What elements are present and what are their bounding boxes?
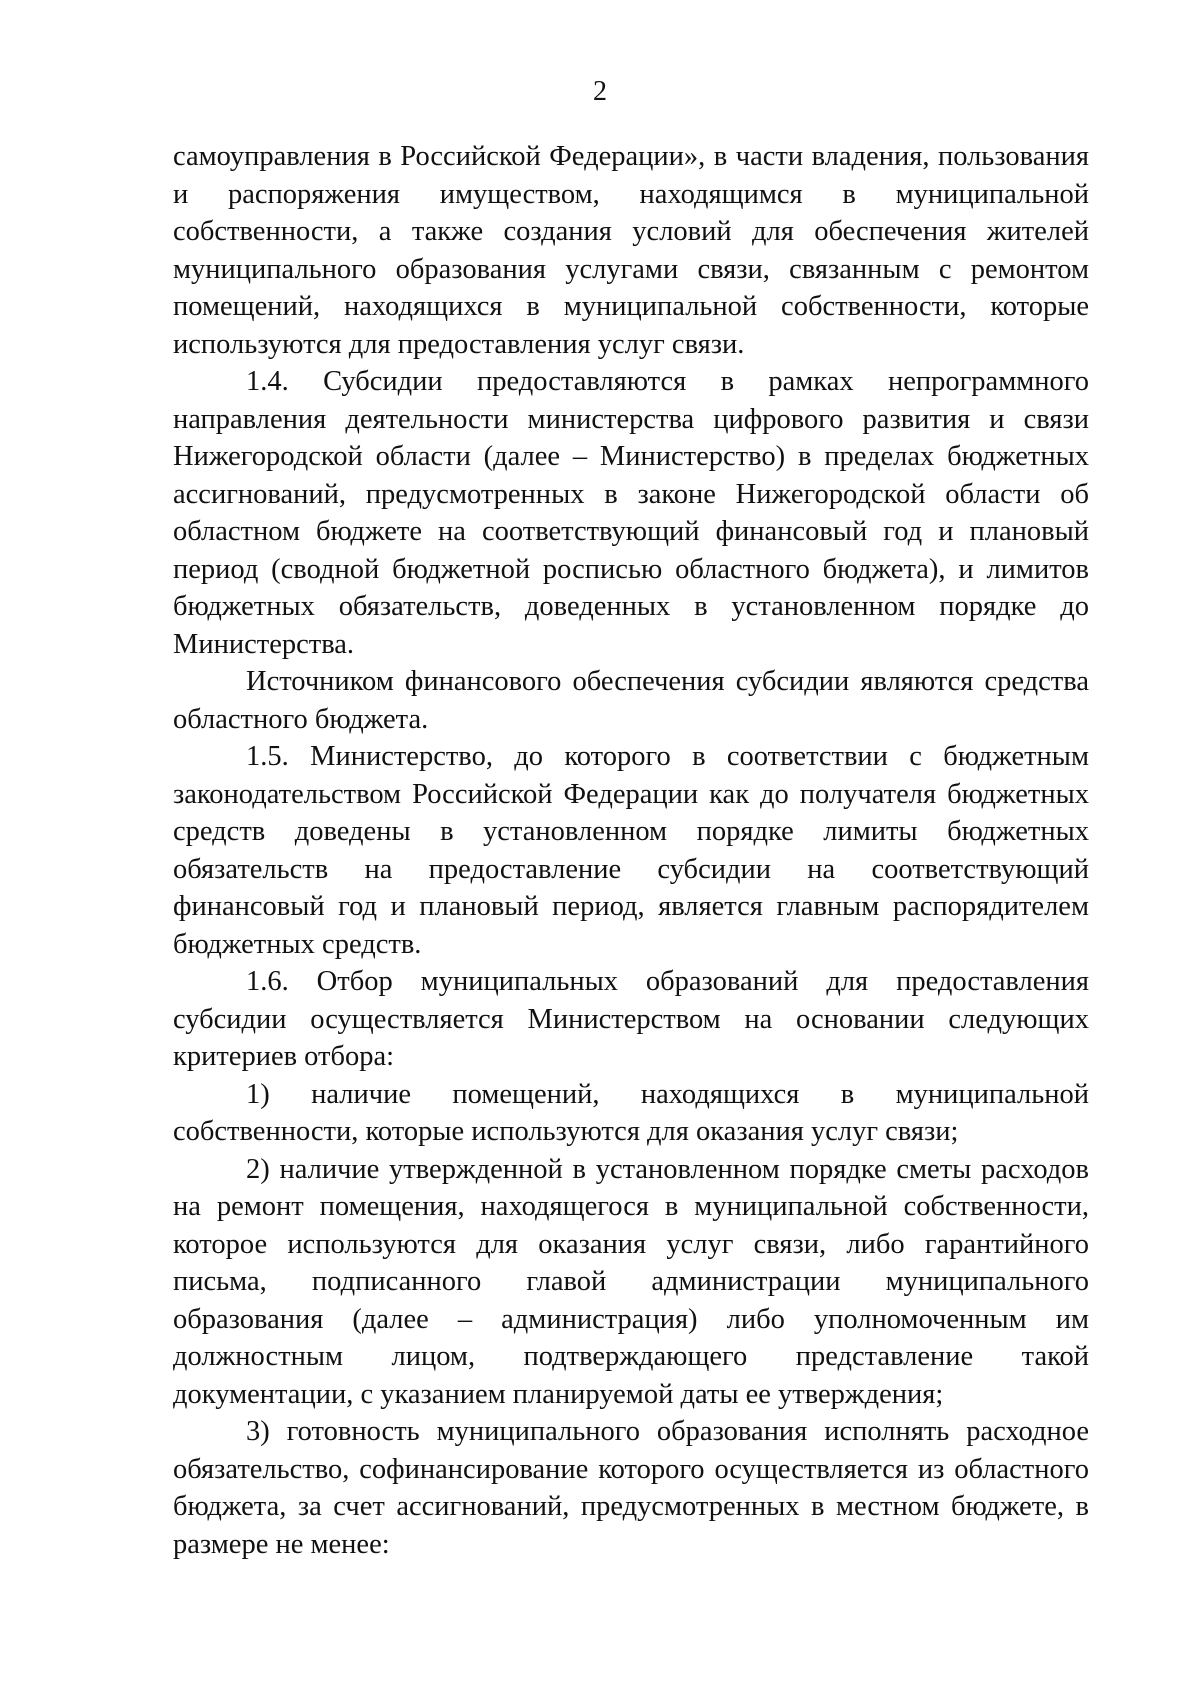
page-number: 2 [593,76,607,107]
document-body [173,138,1089,1563]
paragraph-intro-continuation: самоуправления в Российской Федерации», в части владения, пользования и распоряжения имуществом, находящимся в муниципальной собственности, а также создания условий для обеспечения жителей муниципального образования услугами связи, связанным с ремонтом помещений, находящихся в муниципальной собственности, которые используются для предоставления услуг связи. [173,141,1089,360]
paragraph-funding-source: Источником финансового обеспечения субсидии являются средства областного бюджета. [173,666,1089,735]
paragraph-clause-1-6: 1.6. Отбор муниципальных образований для предоставления субсидии осуществляется Министерством на основании следующих критериев отбора: [173,966,1089,1072]
paragraph-criterion-3: 3) готовность муниципального образования исполнять расходное обязательство, софинансирование которого осуществляется из областного бюджета, за счет ассигнований, предусмотренных в местном бюджете, в размере не менее: [173,1416,1089,1560]
paragraph-criterion-2: 2) наличие утвержденной в установленном порядке сметы расходов на ремонт помещения, находящегося в муниципальной собственности, которое используются для оказания услуг связи, либо гарантийного письма, подписанного главой администрации муниципального образования (далее – администрация) либо уполномоченным им должностным лицом, подтверждающего представление такой документации, с указанием планируемой даты ее утверждения; [173,1153,1089,1410]
paragraph-criterion-1: 1) наличие помещений, находящихся в муниципальной собственности, которые используются для оказания услуг связи; [173,1078,1089,1147]
paragraph-clause-1-5: 1.5. Министерство, до которого в соответствии с бюджетным законодательством Российской Федерации как до получателя бюджетных средств доведены в установленном порядке лимиты бюджетных обязательств на предоставление субсидии на соответствующий финансовый год и плановый период, является главным распорядителем бюджетных средств. [173,741,1089,960]
paragraph-clause-1-4: 1.4. Субсидии предоставляются в рамках непрограммного направления деятельности министерства цифрового развития и связи Нижегородской области (далее – Министерство) в пределах бюджетных ассигнований, предусмотренных в законе Нижегородской области об областном бюджете на соответствующий финансовый год и плановый период (сводной бюджетной росписью областного бюджета), и лимитов бюджетных обязательств, доведенных в установленном порядке до Министерства. [173,366,1089,660]
